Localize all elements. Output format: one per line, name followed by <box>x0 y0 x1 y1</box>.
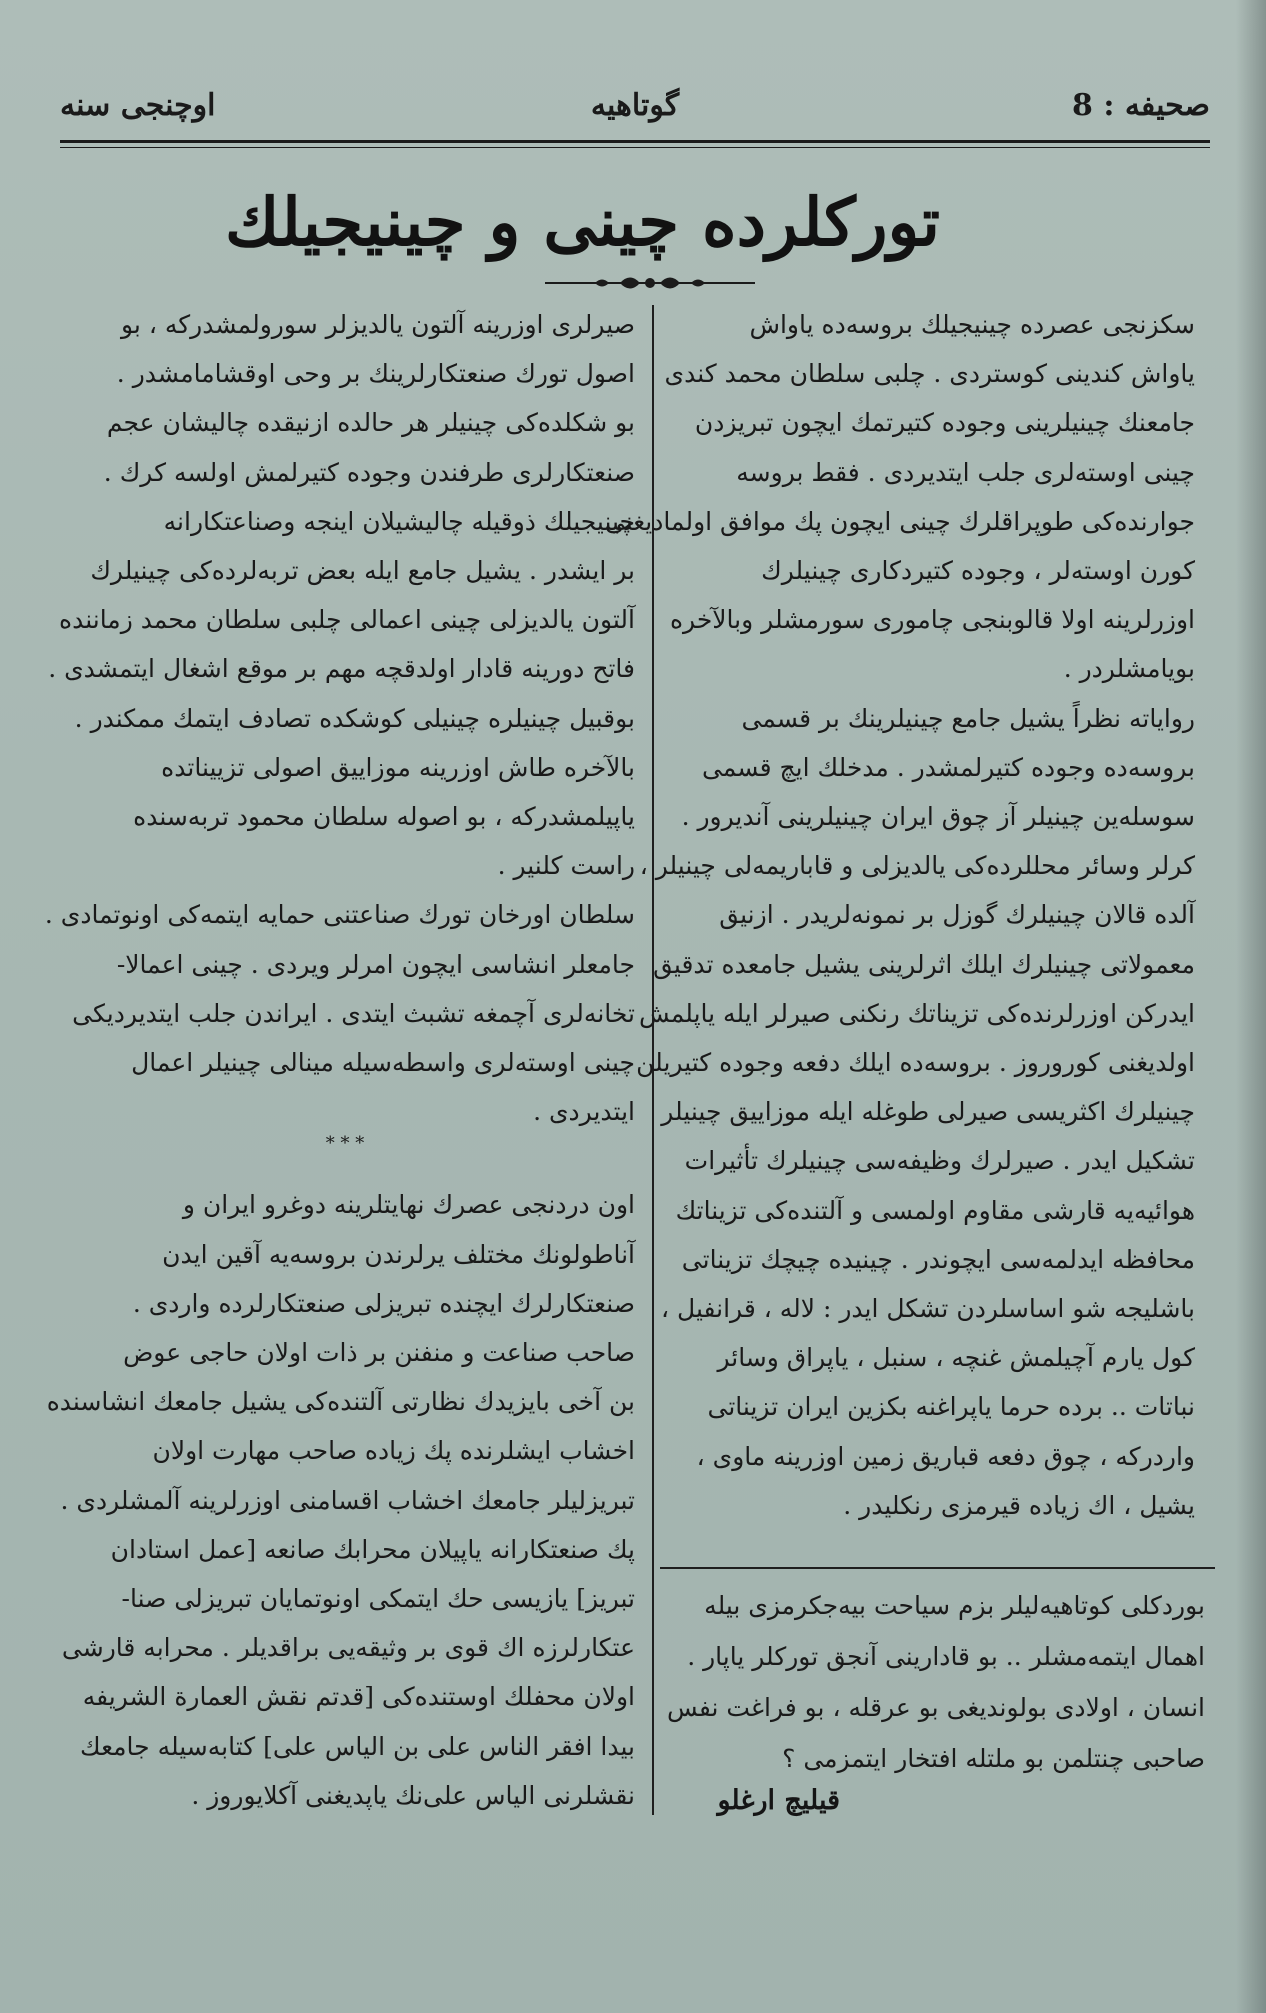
text-line: اصول تورك صنعتكارلرینك بر وحی اوقشامامشدر . <box>116 359 635 389</box>
publication-name: گوتاهیه <box>590 88 680 123</box>
text-line: سلطان اورخان تورك صناعتنی حمایه ایتمه‌كی اونوتمادی . <box>44 900 635 930</box>
text-line: بن آخی بایزیدك نظارتی آلتنده‌كی یشیل جامعك انشاسنده <box>46 1387 635 1417</box>
right-column <box>604 300 1195 1545</box>
text-line: نقشلرنی الیاس علی‌نك یاپدیغنی آكلایوروز . <box>191 1780 635 1810</box>
left-column <box>44 300 635 1810</box>
text-line: صاحب صناعت و منفنن بر ذات اولان حاجی عوض <box>123 1338 635 1368</box>
text-line: بالآخره طاش اوزرینه موزاییق اصولی تزییناتده <box>161 752 635 782</box>
text-line: راست كلنیر . <box>497 851 635 881</box>
text-line: چینی اوسته‌لری واسطه‌سیله مینالی چینیلر اعمال <box>131 1048 635 1078</box>
text-line: اهمال ایتمه‌مشلر .. بو قادارینی آنجق توركلر یاپار . <box>687 1642 1205 1671</box>
box-divider <box>660 1567 1215 1569</box>
page-number: صحیفه : 8 <box>1072 88 1210 123</box>
page-header <box>60 80 1210 140</box>
section-break: * * * <box>325 1133 365 1154</box>
text-line: فاتح دورینه قادار اولدقچه مهم بر موقع اشغال ایتمشدی . <box>48 654 635 684</box>
text-line: صنعتكارلرك ایچنده تبریزلی صنعتكارلرده واردی . <box>132 1288 635 1318</box>
text-line: آناطولونك مختلف یرلرندن بروسه‌یه آقین ایدن <box>162 1239 635 1269</box>
text-line: كول یارم آچیلمش غنچه ، سنبل ، یاپراق وسائر <box>717 1343 1195 1373</box>
text-line: اولدیغنی كوروروز . بروسه‌ده ایلك دفعه وجوده كتیریلن <box>636 1048 1195 1078</box>
article-title: تورکلرده چینی و چینیجیلك <box>225 183 940 261</box>
text-line: اولان محفلك اوستنده‌كی [قدتم نقش العمارة الشریفه <box>82 1682 635 1712</box>
text-line: جوارنده‌كی طوپراقلرك چینی ایچون پك موافق اولمادیغنی <box>604 506 1195 536</box>
text-line: چینیلرك اكثریسی صیرلی طوغله ایله موزاییق چینیلر <box>661 1097 1195 1127</box>
text-line: ایدركن اوزرلرنده‌كی تزیناتك رنكنی صیرلر ایله یاپلمش <box>638 998 1195 1028</box>
text-line: انسان ، اولادی بولوندیغی بو عرقله ، بو فراغت نفس <box>666 1693 1205 1722</box>
text-line: كورن اوسته‌لر ، وجوده كتیردكاری چینیلرك <box>761 556 1195 586</box>
text-line: تشكیل ایدر . صیرلرك وظیفه‌سی چینیلرك تأثیرات <box>684 1146 1195 1176</box>
text-line: تخانه‌لری آچمغه تشبث ایتدی . ایراندن جلب ایتدیردیكی <box>72 998 635 1028</box>
text-line: تبریزلیلر جامعك اخشاب اقسامنی اوزرلرینه آلمشلردی . <box>60 1485 635 1515</box>
text-line: معمولاتی چینیلرك ایلك اثرلرینی یشیل جامعده تدقیق <box>653 949 1195 979</box>
text-line: صاحبی چنتلمن بو ملتله افتخار ایتمزمی ؟ <box>782 1744 1205 1773</box>
text-line: جامعنك چینیلرینی وجوده كتیرتمك ایچون تبریزدن <box>694 408 1195 438</box>
header-rule-thick <box>60 140 1210 143</box>
text-line: عتكارلرزه اك قوی بر وثیقه‌یی براقدیلر . محرابه قارشی <box>61 1633 635 1663</box>
text-line: آلده قالان چینیلرك گوزل بر نمونه‌لریدر . ازنیق <box>719 900 1195 930</box>
text-line: سوسله‌ین چینیلر آز چوق ایران چینیلرینی آندیرور . <box>681 802 1195 832</box>
text-line: بروسه‌ده وجوده كتیرلمشدر . مدخلك ایچ قسمی <box>702 752 1195 782</box>
header-rule-thin <box>60 147 1210 148</box>
text-line: بو شكلده‌كی چینیلر هر حالده ازنیقده چالیشان عجم <box>106 408 635 438</box>
text-line: باشلیجه شو اساسلردن تشكل ایدر : لاله ، قرانفیل ، <box>661 1294 1195 1324</box>
ornament-divider-icon <box>540 268 760 298</box>
text-line: بوردكلی كوتاهیه‌لیلر بزم سیاحت بیه‌جكرمزی بیله <box>704 1591 1205 1620</box>
text-line: آلتون یالدیزلی چینی اعمالی چلبی سلطان محمد زماننده <box>58 605 635 635</box>
text-line: نباتات .. برده حرما یاپراغنه بكزین ایران تزیناتی <box>707 1392 1195 1422</box>
text-line: چینی اوسته‌لری جلب ایتدیردی . فقط بروسه <box>736 457 1195 487</box>
text-line: اوزرلرینه اولا قالوبنجی چاموری سورمشلر وبالآخره <box>669 605 1195 635</box>
text-line: تبریز] یازیسی حك ایتمكی اونوتمایان تبریزلی صنا- <box>121 1584 635 1614</box>
text-line: صیرلری اوزرینه آلتون یالدیزلر سورولمشدركه ، بو <box>121 310 635 339</box>
closing-note <box>666 1580 1205 1785</box>
text-line: كرلر وسائر محللرده‌كی یالدیزلی و قاباریمه‌لی چینیلر ، <box>639 851 1195 881</box>
text-line: بوقبیل چینیلره چینیلی كوشكده تصادف ایتمك ممكندر . <box>74 703 635 733</box>
text-line: واردركه ، چوق دفعه قباریق زمین اوزرینه ماوی ، <box>696 1441 1195 1471</box>
text-line: اخشاب ایشلرنده پك زیاده صاحب مهارت اولان <box>152 1436 635 1466</box>
text-line: سكزنجی عصرده چینیجیلك بروسه‌ده یاواش <box>749 310 1195 339</box>
text-line: چینیجیلك ذوقیله چالیشیلان اینجه وصناعتكارانه <box>163 506 635 536</box>
text-line: جامعلر انشاسی ایچون امرلر ویردی . چینی اعمالا- <box>116 949 635 979</box>
text-line: یشیل ، اك زیاده قیرمزی رنكلیدر . <box>843 1490 1195 1520</box>
text-line: ایتدیردی . <box>533 1097 635 1127</box>
text-line: پك صنعتكارانه یاپیلان محرابك صانعه [عمل استادان <box>110 1534 635 1564</box>
text-line: بیدا افقر الناس علی بن الیاس علی] كتابه‌سیله جامعك <box>80 1731 635 1761</box>
text-line: یاپیلمشدركه ، بو اصوله سلطان محمود تربه‌سنده <box>133 802 635 832</box>
text-line: اون دردنجی عصرك نهایتلرینه دوغرو ایران و <box>182 1190 635 1220</box>
text-line: بر ایشدر . یشیل جامع ایله بعض تربه‌لرده‌كی چینیلرك <box>90 556 635 586</box>
publication-year: اوچنجی سنه <box>60 88 216 123</box>
author-signature: قیلیچ ارغلو <box>717 1785 840 1816</box>
text-line: صنعتكارلری طرفندن وجوده كتیرلمش اولسه كرك . <box>103 457 635 487</box>
text-line: بویامشلردر . <box>1063 654 1195 684</box>
text-line: محافظه ایدلمه‌سی ایچوندر . چینیده چیچك تزیناتی <box>681 1244 1195 1274</box>
text-line: روایاته نظراً یشیل جامع چینیلرینك بر قسمی <box>741 703 1195 733</box>
text-line: یاواش كندینی كوسترد‌ی . چلبی سلطان محمد كندی <box>664 359 1195 389</box>
text-line: هوائیه‌یه قارشی مقاوم اولمسی و آلتنده‌كی تزیناتك <box>675 1195 1195 1225</box>
